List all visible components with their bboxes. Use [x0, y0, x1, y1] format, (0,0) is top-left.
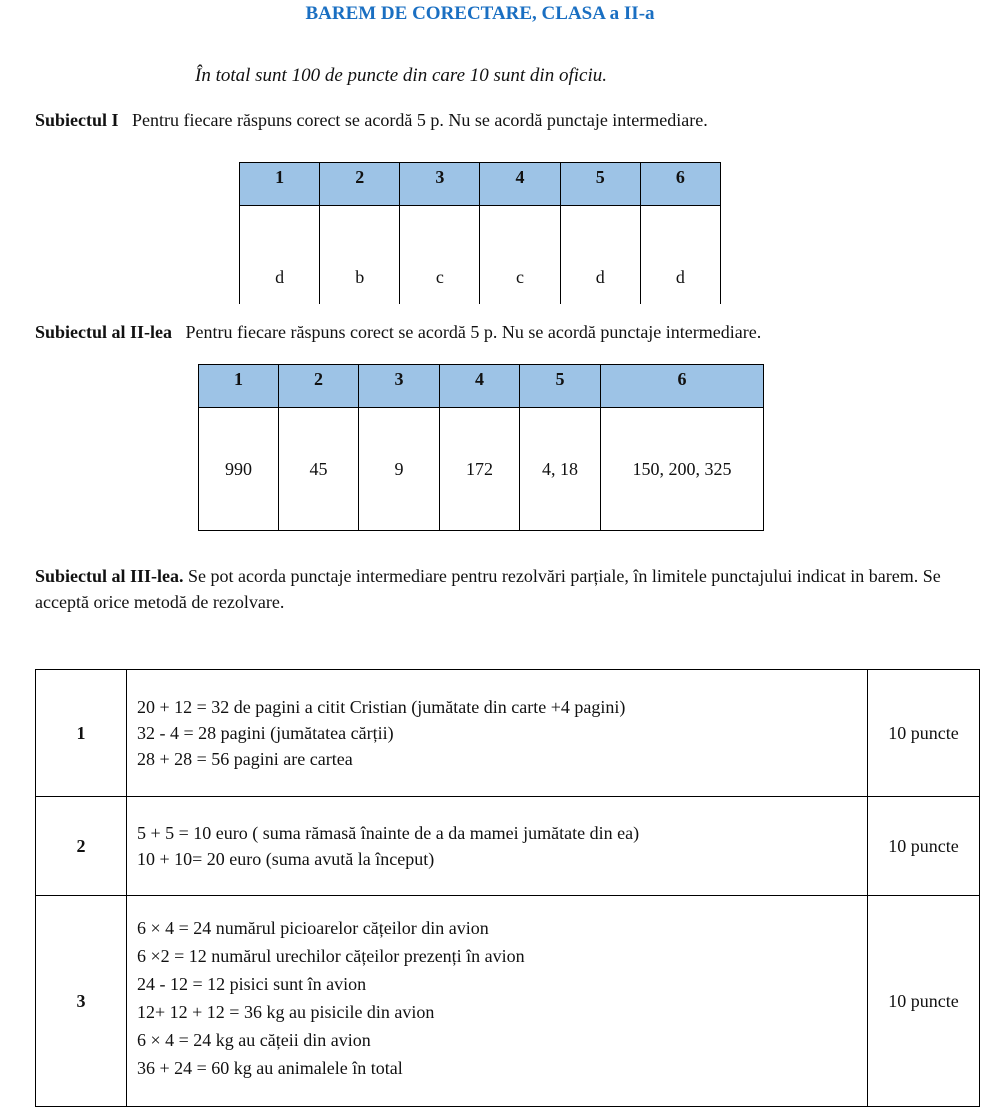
points-cell: 10 puncte [868, 797, 980, 896]
problem-number: 1 [36, 670, 127, 797]
column-header: 2 [279, 365, 359, 408]
column-header: 3 [400, 163, 480, 206]
subject-1-instructions: Pentru fiecare răspuns corect se acordă 5 p. Nu se acordă punctaje intermediare. [132, 110, 708, 130]
answer-cell: 172 [440, 408, 520, 531]
table-row [36, 896, 980, 1107]
table-header-row [199, 365, 764, 408]
answer-cell: d [640, 206, 720, 305]
document-title: BAREM DE CORECTARE, CLASA a II-a [305, 3, 655, 24]
intro-text: În total sunt 100 de puncte din care 10 sunt din oficiu. [195, 65, 607, 86]
subject-1-answer-table [239, 162, 721, 304]
column-header: 5 [560, 163, 640, 206]
column-header: 1 [199, 365, 279, 408]
column-header: 6 [601, 365, 764, 408]
points-cell: 10 puncte [868, 896, 980, 1107]
answer-cell: 9 [359, 408, 440, 531]
subject-3-solutions-table [35, 669, 980, 1107]
table-row [36, 670, 980, 797]
column-header: 4 [440, 365, 520, 408]
solution-line: 24 - 12 = 12 pisici sunt în avion [137, 974, 367, 994]
problem-number: 3 [36, 896, 127, 1107]
subject-2-heading [35, 319, 761, 345]
answer-cell: b [320, 206, 400, 305]
solution-line: 20 + 12 = 32 de pagini a citit Cristian (jumătate din carte +4 pagini) [137, 697, 626, 717]
column-header: 2 [320, 163, 400, 206]
column-header: 1 [240, 163, 320, 206]
answer-cell: 4, 18 [520, 408, 601, 531]
points-cell: 10 puncte [868, 670, 980, 797]
solution-cell [127, 896, 868, 1107]
column-header: 6 [640, 163, 720, 206]
solution-line: 10 + 10= 20 euro (suma avută la început) [137, 849, 435, 869]
subject-3-label: Subiectul al III-lea. [35, 566, 184, 586]
problem-number: 2 [36, 797, 127, 896]
answer-cell: 990 [199, 408, 279, 531]
subject-2-answer-table [198, 364, 764, 531]
answer-cell: 45 [279, 408, 359, 531]
column-header: 5 [520, 365, 601, 408]
solution-line: 6 × 4 = 24 kg au cățeii din avion [137, 1030, 371, 1050]
answer-cell: d [560, 206, 640, 305]
solution-line: 32 - 4 = 28 pagini (jumătatea cărții) [137, 723, 394, 743]
solution-line: 5 + 5 = 10 euro ( suma rămasă înainte de a da mamei jumătate din ea) [137, 823, 640, 843]
table-header-row [240, 163, 721, 206]
answer-cell: 150, 200, 325 [601, 408, 764, 531]
solution-cell [127, 797, 868, 896]
subject-2-instructions: Pentru fiecare răspuns corect se acordă 5 p. Nu se acordă punctaje intermediare. [185, 322, 762, 342]
answer-cell: d [240, 206, 320, 305]
subject-1-label: Subiectul I [35, 110, 119, 130]
answer-cell: c [400, 206, 480, 305]
table-row [199, 408, 764, 531]
subject-3-instructions: Se pot acorda punctaje intermediare pentru rezolvări parțiale, în limitele punctajului indicat in barem. Se acceptă orice metodă de rezolvare. [35, 566, 941, 612]
column-header: 3 [359, 365, 440, 408]
solution-line: 6 × 4 = 24 numărul picioarelor cățeilor din avion [137, 918, 489, 938]
solution-line: 12+ 12 + 12 = 36 kg au pisicile din avion [137, 1002, 435, 1022]
subject-2-label: Subiectul al II-lea [35, 322, 173, 342]
solution-line: 36 + 24 = 60 kg au animalele în total [137, 1058, 403, 1078]
solution-line: 6 ×2 = 12 numărul urechilor cățeilor prezenți în avion [137, 946, 525, 966]
subject-3-heading [35, 563, 955, 615]
table-row [240, 206, 721, 305]
table-row [36, 797, 980, 896]
solution-cell [127, 670, 868, 797]
column-header: 4 [480, 163, 560, 206]
answer-cell: c [480, 206, 560, 305]
subject-1-heading [35, 107, 708, 133]
solution-line: 28 + 28 = 56 pagini are cartea [137, 749, 353, 769]
